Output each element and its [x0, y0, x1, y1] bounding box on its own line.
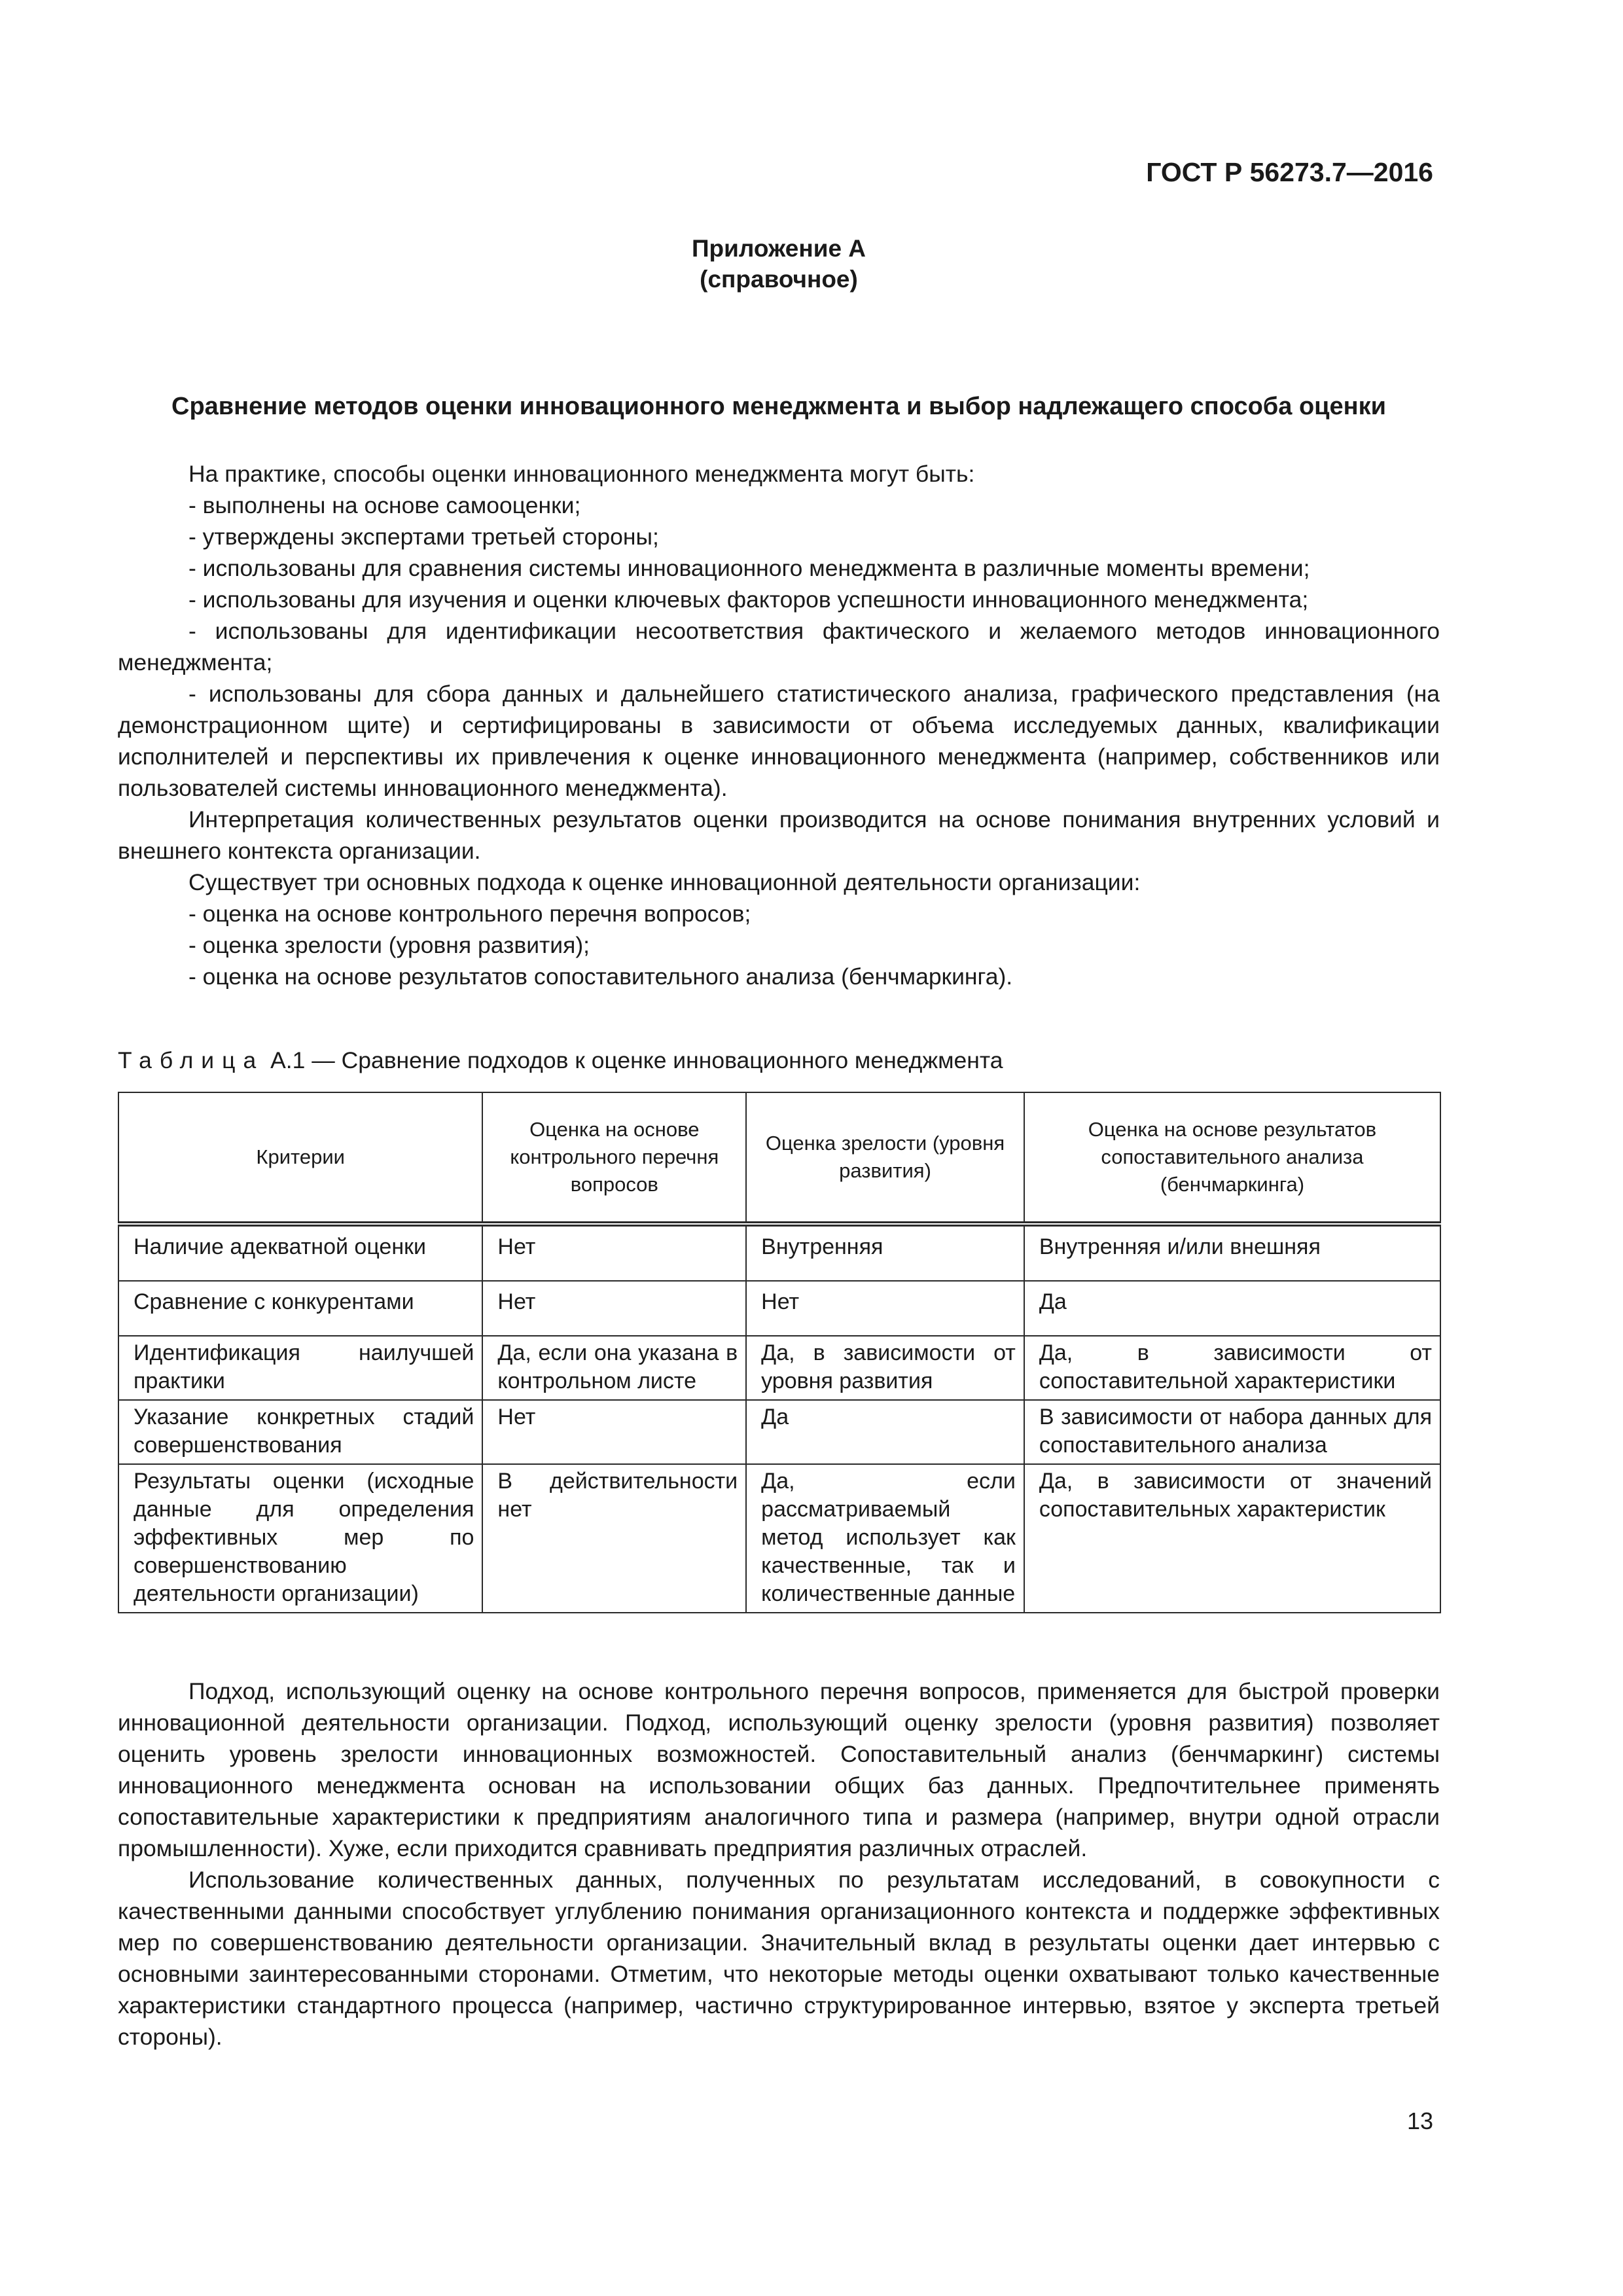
table-cell: Результаты оценки (исходные данные для определения эффективных мер по совершенствованию деятельности организации): [118, 1464, 482, 1613]
section-title: Сравнение методов оценки инновационного менеджмента и выбор надлежащего способа оценки: [171, 393, 1386, 420]
outro-block: [118, 1676, 1440, 2053]
approach-item: - оценка на основе контрольного перечня вопросов;: [188, 901, 751, 927]
column-header: Критерии: [118, 1092, 482, 1224]
use-item: - использованы для сравнения системы инновационного менеджмента в различные моменты времени;: [188, 555, 1310, 581]
approach-item: - оценка на основе результатов сопоставительного анализа (бенчмаркинга).: [188, 963, 1013, 990]
column-header: Оценка на основе результатов сопоставительного анализа (бенчмаркинга): [1024, 1092, 1440, 1224]
outro-paragraph: Использование количественных данных, полученных по результатам исследований, в совокупности с качественными данными способствует углублению понимания организационного контекста и поддержке эффективных мер по совершенствованию деятельности организации. Значительный вклад в результаты оценки дает интервью с основными заинтересованными сторонами. Отметим, что некоторые методы оценки охватывают только качественные характеристики стандартного процесса (например, частично структурированное интервью, взятое у эксперта третьей стороны).: [118, 1867, 1440, 2050]
use-item: - использованы для изучения и оценки ключевых факторов успешности инновационного менеджмента;: [188, 586, 1309, 613]
table-row: [118, 1224, 1440, 1281]
approaches-lead: Существует три основных подхода к оценке инновационной деятельности организации:: [188, 869, 1141, 895]
table-cell: Да: [746, 1400, 1024, 1464]
table-row: [118, 1400, 1440, 1464]
table-cell: Да: [1024, 1281, 1440, 1336]
page-number: 13: [1406, 2108, 1433, 2134]
table-caption-label: Таблица: [118, 1047, 264, 1073]
intro-lead: На практике, способы оценки инновационного менеджмента могут быть:: [188, 461, 975, 487]
use-item: - использованы для идентификации несоответствия фактического и желаемого методов инновационного менеджмента;: [118, 618, 1440, 675]
table-cell: Нет: [482, 1224, 746, 1281]
table-row: [118, 1336, 1440, 1400]
table-cell: Указание конкретных стадий совершенствования: [118, 1400, 482, 1464]
table-cell: Внутренняя: [746, 1224, 1024, 1281]
document-code: ГОСТ Р 56273.7—2016: [1146, 157, 1433, 187]
table-cell: Внутренняя и/или внешняя: [1024, 1224, 1440, 1281]
table-caption: [118, 1045, 1003, 1076]
column-header: Оценка на основе контрольного перечня вопросов: [482, 1092, 746, 1224]
table-cell: Да, если рассматриваемый метод использует как качественные, так и количественные данные: [746, 1464, 1024, 1613]
table-header-row: [118, 1092, 1440, 1224]
table-cell: Да, в зависимости от сопоставительной характеристики: [1024, 1336, 1440, 1400]
table-row: [118, 1281, 1440, 1336]
use-item: - выполнены на основе самооценки;: [188, 492, 581, 518]
interpretation-paragraph: Интерпретация количественных результатов оценки производится на основе понимания внутренних условий и внешнего контекста организации.: [118, 806, 1440, 864]
table-cell: Да, в зависимости от уровня развития: [746, 1336, 1024, 1400]
table-cell: В зависимости от набора данных для сопоставительного анализа: [1024, 1400, 1440, 1464]
outro-paragraph: Подход, использующий оценку на основе контрольного перечня вопросов, применяется для быстрой проверки инновационной деятельности организации. Подход, использующий оценку зрелости (уровня развития) позволяет оценить уровень зрелости инновационных возможностей. Сопоставительный анализ (бенчмаркинг) системы инновационного менеджмента основан на использовании общих баз данных. Предпочтительнее применять сопоставительные характеристики к предприятиям аналогичного типа и размера (например, внутри одной отрасли промышленности). Хуже, если приходится сравнивать предприятия различных отраслей.: [118, 1678, 1440, 1861]
column-header: Оценка зрелости (уровня развития): [746, 1092, 1024, 1224]
intro-block: [118, 458, 1440, 992]
table-cell: Да, если она указана в контрольном листе: [482, 1336, 746, 1400]
table-row: [118, 1464, 1440, 1613]
table-cell: В действительности нет: [482, 1464, 746, 1613]
table-cell: Нет: [482, 1400, 746, 1464]
comparison-table: [118, 1092, 1441, 1613]
table-cell: Нет: [482, 1281, 746, 1336]
annex-type: (справочное): [700, 266, 858, 293]
table-cell: Нет: [746, 1281, 1024, 1336]
table-cell: Да, в зависимости от значений сопоставительных характеристик: [1024, 1464, 1440, 1613]
table-cell: Сравнение с конкурентами: [118, 1281, 482, 1336]
use-item: - утверждены экспертами третьей стороны;: [188, 524, 659, 550]
table-cell: Идентификация наилучшей практики: [118, 1336, 482, 1400]
use-item: - использованы для сбора данных и дальнейшего статистического анализа, графического представления (на демонстрационном щите) и сертифицированы в зависимости от объема исследуемых данных, квалификации исполнителей и перспективы их привлечения к оценке инновационного менеджмента (например, собственников или пользователей системы инновационного менеджмента).: [118, 681, 1440, 801]
annex-title: Приложение А: [691, 235, 866, 262]
table-caption-text: А.1 — Сравнение подходов к оценке инновационного менеджмента: [264, 1047, 1003, 1073]
table-cell: Наличие адекватной оценки: [118, 1224, 482, 1281]
approach-item: - оценка зрелости (уровня развития);: [188, 932, 590, 958]
